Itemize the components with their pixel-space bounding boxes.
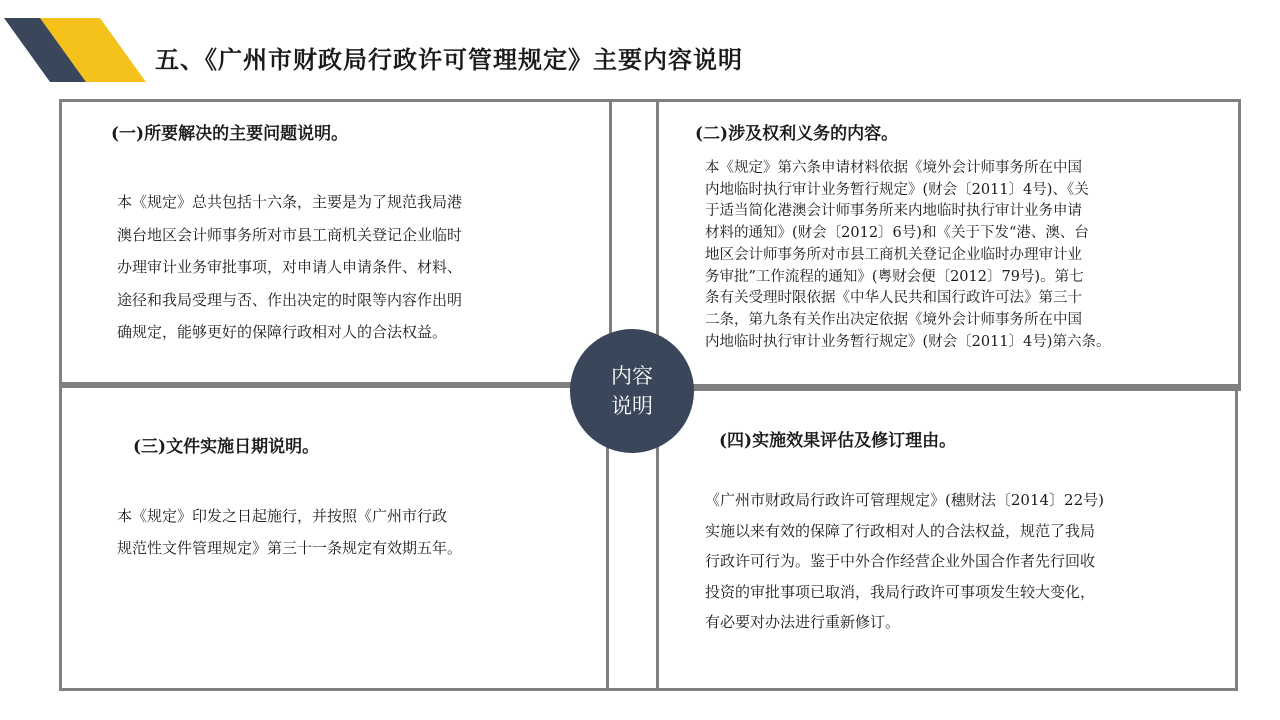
center-badge: [570, 329, 694, 453]
section-1-line: 途径和我局受理与否、作出决定的时限等内容作出明: [117, 290, 463, 309]
section-4-line: 《广州市财政局行政许可管理规定》(穗财法〔2014〕22号): [705, 491, 1104, 509]
diagonal-stripes-logo: [0, 0, 150, 90]
center-badge-line1: 内容: [611, 364, 653, 388]
section-1-line: 本《规定》总共包括十六条，主要是为了规范我局港: [117, 193, 463, 211]
section-2-line: 材料的通知》(财会〔2012〕6号)和《关于下发“港、澳、台: [705, 225, 1089, 242]
section-2-body: [705, 158, 1110, 353]
page-title: 五、《广州市财政局行政许可管理规定》主要内容说明: [155, 45, 743, 74]
section-4-line: 有必要对办法进行重新修订。: [705, 613, 901, 631]
section-3-line: 规范性文件管理规定》第三十一条规定有效期五年。: [117, 539, 463, 557]
section-2-line: 内地临时执行审计业务暂行规定》(财会〔2011〕4号)、《关: [705, 181, 1089, 198]
center-badge-line2: 说明: [611, 394, 653, 418]
section-1-line: 澳台地区会计师事务所对市县工商机关登记企业临时: [117, 225, 463, 244]
section-2-line: 务审批”工作流程的通知》(粤财会便〔2012〕79号)。第七: [705, 268, 1084, 285]
section-3-heading: (三)文件实施日期说明。: [133, 437, 320, 457]
section-2-line: 地区会计师事务所对市县工商机关登记企业临时办理审计业: [705, 246, 1082, 263]
section-2-line: 内地临时执行审计业务暂行规定》(财会〔2011〕4号)第六条。: [705, 333, 1111, 350]
section-4-line: 投资的审批事项已取消，我局行政许可事项发生较大变化，: [705, 582, 1096, 601]
section-2-line: 二条，第九条有关作出决定依据《境外会计师事务所在中国: [705, 311, 1082, 328]
section-1-line: 确规定，能够更好的保障行政相对人的合法权益。: [117, 323, 448, 341]
section-4-heading: (四)实施效果评估及修订理由。: [719, 431, 957, 451]
section-4-line: 行政许可行为。鉴于中外合作经营企业外国合作者先行回收: [705, 552, 1096, 570]
section-4-line: 实施以来有效的保障了行政相对人的合法权益，规范了我局: [705, 521, 1096, 540]
section-2-heading: (二)涉及权利义务的内容。: [695, 124, 899, 144]
section-2-line: 本《规定》第六条申请材料依据《境外会计师事务所在中国: [705, 160, 1082, 176]
section-1-heading: (一)所要解决的主要问题说明。: [111, 124, 349, 144]
section-1-line: 办理审计业务审批事项，对申请人申请条件、材料、: [117, 258, 463, 276]
section-2-line: 条有关受理时限依据《中华人民共和国行政许可法》第三十: [705, 290, 1082, 307]
section-3-line: 本《规定》印发之日起施行，并按照《广州市行政: [117, 507, 448, 525]
section-4-body: [705, 485, 1104, 638]
section-1-body: [117, 186, 462, 349]
section-3-body: [117, 500, 462, 564]
section-2-line: 于适当简化港澳会计师事务所来内地临时执行审计业务申请: [705, 203, 1082, 220]
